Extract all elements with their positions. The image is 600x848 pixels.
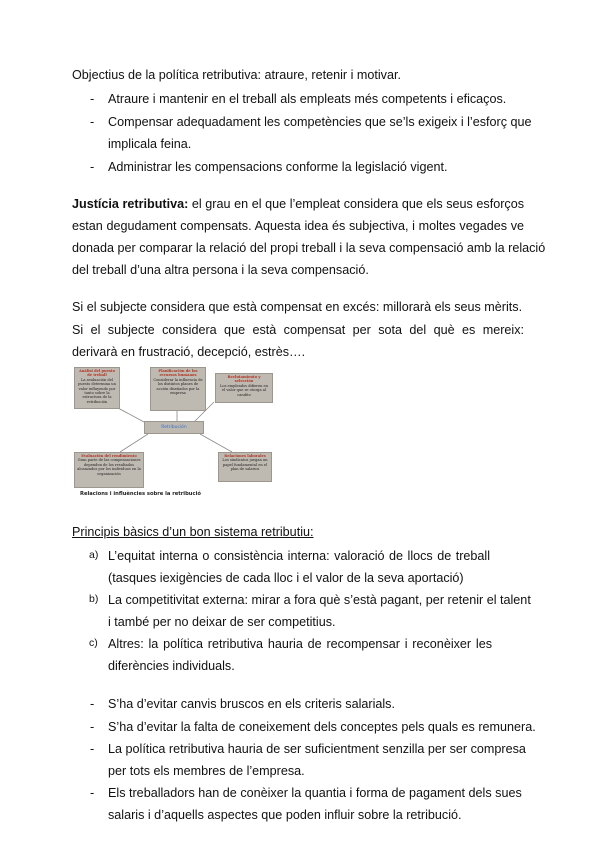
- principle-item-continued: i també per no deixar de ser competitius.: [108, 615, 336, 629]
- justice-paragraph-line: donada per comparar la relació del propi treball i la seva compensació amb la relació: [72, 241, 546, 255]
- final-bullet: La política retributiva hauria de ser suficientment senzilla per ser compresa: [108, 742, 526, 756]
- final-bullet: Els treballadors han de conèixer la quantia i forma de pagament dels sues: [108, 786, 522, 800]
- principle-item-continued: diferències individuals.: [108, 659, 235, 673]
- subject-line: Si el subjecte considera que està compensat en excés: millorarà els seus mèrits.: [72, 300, 523, 314]
- retribution-diagram: [72, 364, 284, 504]
- diagram-box-hr-planning: Planificación de los recursos humanos Considerar la influencia de los distintos planes de acción diseñados por la empresa: [150, 367, 206, 411]
- bullet-dash: -: [90, 115, 95, 129]
- final-bullet: S’ha d’evitar la falta de coneixement dels conceptes pels quals es remunera.: [108, 720, 536, 734]
- principle-item: La competitivitat externa: mirar a fora què s’està pagant, per retenir el talent: [108, 593, 531, 607]
- principles-heading: Principis bàsics d’un bon sistema retributiu:: [72, 525, 314, 539]
- subject-line: Si el subjecte considera que està compensat per sota del què es mereix:: [72, 323, 524, 337]
- justice-paragraph-line: [72, 197, 524, 211]
- justice-text: el grau en el que l’empleat considera que els seus esforços: [191, 197, 525, 211]
- bullet-dash: -: [90, 742, 95, 756]
- objective-item: Administrar les compensacions conforme la legislació vigent.: [108, 160, 448, 174]
- justice-paragraph-line: estan degudament compensats. Aquesta idea és subjectiva, i moltes vegades ve: [72, 219, 524, 233]
- diagram-box-performance: Evaluación del rendimiento Gran parte de las compensaciones dependen de los resultados alcanzados por los individuos en la organización: [74, 452, 144, 488]
- diagram-box-job-analysis: Anàlisi del puesto de treball La avaluación del puesto determina un valor influyendo por tanto sobre la estructura de la retribución: [74, 367, 120, 409]
- list-marker: c): [89, 637, 98, 649]
- connector-line: [120, 434, 148, 452]
- connector-line: [118, 408, 144, 422]
- bullet-dash: -: [90, 92, 95, 106]
- principle-item: L’equitat interna o consistència interna: valoració de llocs de treball: [108, 549, 490, 563]
- bullet-dash: -: [90, 697, 95, 711]
- diagram-center-retribution: Retribución: [144, 421, 204, 434]
- final-bullet-continued: salaris i d’aquells aspectes que poden influir sobre la retribució.: [108, 808, 462, 822]
- final-bullet-continued: per tots els membres de l’empresa.: [108, 764, 305, 778]
- bullet-dash: -: [90, 160, 95, 174]
- objective-item: Atraure i mantenir en el treball als empleats més competents i eficaços.: [108, 92, 507, 106]
- diagram-box-recruitment: Reclutamiento y selección Los empleados difieren en el valor que se otorga al candito: [215, 373, 273, 403]
- connector-line: [200, 434, 232, 452]
- justice-paragraph-line: del treball d’una altra persona i la seva compensació.: [72, 263, 369, 277]
- list-marker: b): [89, 593, 99, 605]
- diagram-box-labor-relations: Relaciones laborales Los sindicatos juegan un papel fundamental en el plan de salarios: [218, 452, 272, 482]
- principle-item: Altres: la política retributiva hauria de recompensar i reconèixer les: [108, 637, 492, 651]
- subject-line: derivarà en frustració, decepció, estrès….: [72, 345, 306, 359]
- bullet-dash: -: [90, 720, 95, 734]
- justice-term: Justícia retributiva:: [72, 197, 189, 211]
- diagram-caption: Relacions i influències sobre la retribució: [80, 491, 201, 497]
- bullet-dash: -: [90, 786, 95, 800]
- principle-item-continued: (tasques iexigències de cada lloc i el valor de la seva aportació): [108, 571, 464, 585]
- final-bullet: S’ha d’evitar canvis bruscos en els criteris salarials.: [108, 697, 395, 711]
- objective-item-continued: implicala feina.: [108, 137, 192, 151]
- list-marker: a): [89, 549, 99, 561]
- objectives-heading: Objectius de la política retributiva: atraure, retenir i motivar.: [72, 68, 401, 82]
- objective-item: Compensar adequadament les competències que se’ls exigeix i l’esforç que: [108, 115, 532, 129]
